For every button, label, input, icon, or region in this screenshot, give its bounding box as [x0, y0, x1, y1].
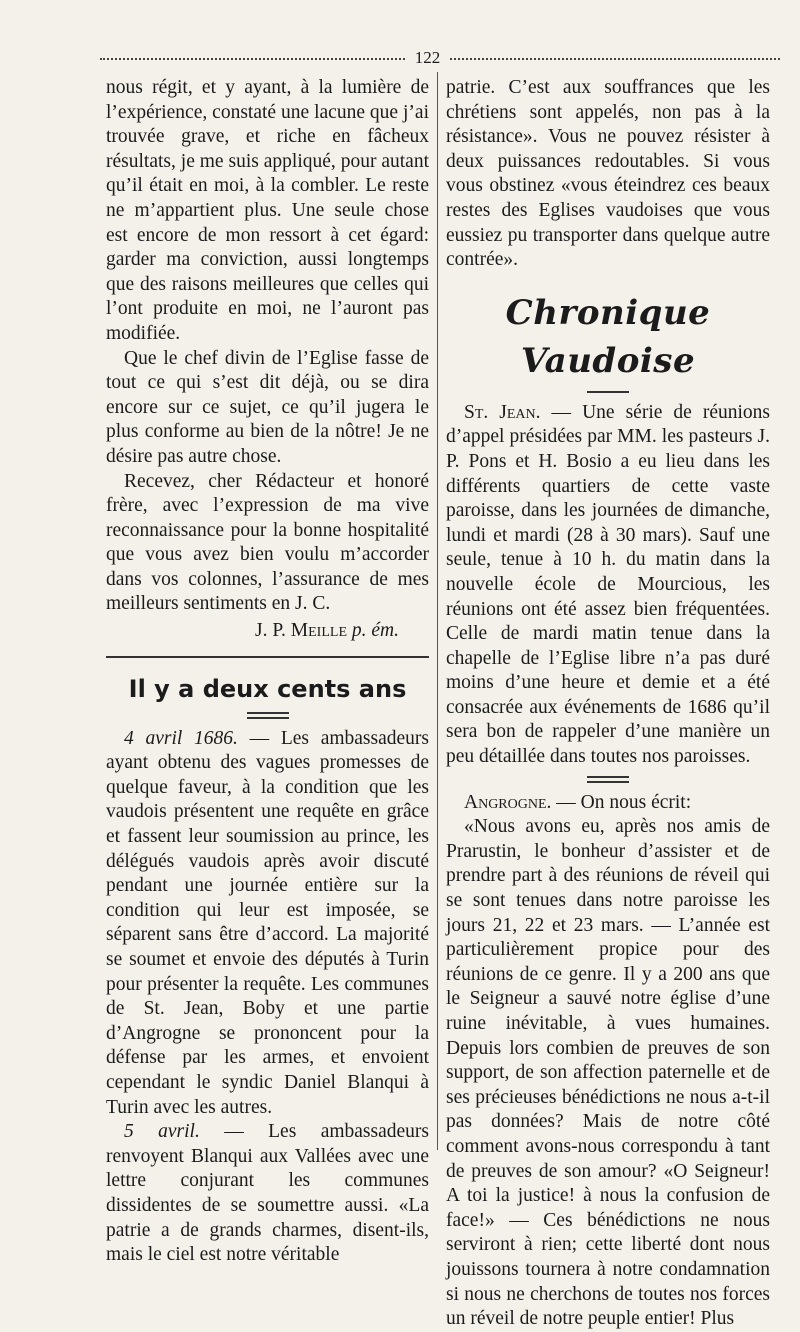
entry-text: — Les ambassadeurs renvoyent Blanqui aux Vallées avec une lettre conjurant les communes dissidentes de se soumettre aussi. «La patrie a de grands charmes, disent-ils, mais le ciel est notre véritable	[106, 1121, 429, 1266]
signature-name: J. P. Meille	[255, 620, 347, 642]
page-number: 122	[414, 48, 441, 67]
section-title-deux-cents-ans: Il y a deux cents ans	[128, 674, 407, 703]
chronicle-quote: «Nous avons eu, après nos amis de Prarustin, le bonheur d’assister et de prendre part à des réunions de réveil qui se sont tenues dans notre paroisse les jours 21, 22 et 23 mars. — L’année est particulièrement propice pour des réunions de ce genre. Il y a 200 ans que le Seigneur a sauvé notre église d’une ruine inévitable, à vues humaines. Depuis lors combien de preuves de son support, de son affection paternelle et de ses précieuses bénédictions ne nous a-t-il pas données? Mais de notre côté comment avons-nous correspondu à tant de preuves de son amour? «O Seigneur! A toi la justice! à nous la confusion de face!» — Ces bénédictions ne nous serviront à rien; cette liberté dont nous jouissons tournera à notre condamnation si nous ne cherchons de toutes nos forces un réveil de notre peuple entier! Plus	[446, 816, 770, 1330]
entry-separator-rule	[587, 776, 629, 783]
page-header	[100, 48, 780, 68]
column-divider	[437, 72, 438, 1150]
entry-place: Angrogne.	[464, 791, 552, 813]
entry-place: St. Jean.	[464, 401, 541, 423]
chronicle-entry	[446, 791, 770, 816]
chronicle-entry	[446, 401, 770, 770]
entry-text: — On nous écrit:	[551, 791, 692, 813]
letter-paragraph: nous régit, et y ayant, à la lumière de l’expérience, constaté une lacune que j’ai trouvée grave, et riche en fâcheux résultats, je me suis appliqué, pour autant qu’il était en moi, à la combler. Le reste ne m’appartient plus. Une seule chose est encore de mon ressort à cet égard: garder ma conviction, aussi longtemps que des raisons meilleures que celles qui l’ont produite en moi, ne l’auront pas modifiée.	[106, 77, 429, 344]
title-ornament-rule	[247, 712, 289, 719]
history-entry	[106, 1120, 429, 1268]
signature-suffix: p. ém.	[347, 620, 399, 642]
continuation-paragraph: patrie. C’est aux souffrances que les chrétiens sont appelés, non pas à la résistance». Vous ne pouvez résister à deux puissances redoutables. Si vous vous obstinez «vous éteindrez ces beaux restes des Eglises vaudoises que vous eussiez pu transporter dans quelque autre contrée».	[446, 77, 770, 271]
entry-text: — Les ambassadeurs ayant obtenu des vagues promesses de quelque faveur, à la condition que les vaudois présentent une requête en grâce et fassent leur soumission au prince, les délégués vaudois après avoir discuté pendant une journée entière sur la condition qui leur est imposée, se séparent sans être d’accord. La majorité se soumet et envoie des députés à Turin pour présenter la requête. Les communes de St. Jean, Boby et une partie d’Angrogne se prononcent pour la défense par les armes, et envoient cependant le syndic Daniel Blanqui à Turin avec les autres.	[106, 727, 429, 1118]
left-column	[106, 76, 429, 1268]
history-entry	[106, 727, 429, 1121]
entry-date: 5 avril.	[124, 1121, 200, 1143]
entry-date: 4 avril 1686.	[124, 727, 238, 749]
letter-paragraph: Recevez, cher Rédacteur et honoré frère, avec l’expression de ma vive reconnaissance pour la bonne hospitalité que vous avez bien voulu m’accorder dans vos colonnes, l’assurance de mes meilleurs sentiments en J. C.	[106, 470, 429, 615]
header-rule-left	[100, 58, 405, 60]
section-rule	[106, 656, 429, 658]
section-title-chronique-vaudoise: Chronique Vaudoise	[505, 292, 711, 381]
title-ornament-rule	[587, 391, 629, 393]
letter-signature	[106, 619, 429, 644]
entry-text: — Une série de réunions d’appel présidées par MM. les pasteurs J. P. Pons et H. Bosio a eu lieu dans les différents quartiers de cette vaste paroisse, dans les journées de dimanche, lundi et mardi (28 à 30 mars). Sauf une seule, tenue à 10 h. du matin dans la nouvelle école de Mourcious, les réunions ont été assez bien fréquentées. Celle de mardi matin tenue dans la chapelle de l’Eglise libre n’a pas duré moins d’une heure et demie et a été consacrée aux événements de 1686 qu’il sera bon de rappeler d’une manière un peu détaillée dans toutes nos paroisses.	[446, 401, 770, 768]
header-rule-right	[450, 58, 780, 60]
letter-paragraph: Que le chef divin de l’Eglise fasse de tout ce qui s’est dit déjà, ou se dira encore sur ce sujet, ce qu’il jugera le plus conforme au bien de la nôtre! Je ne désire pas autre chose.	[106, 347, 429, 467]
right-column	[446, 76, 770, 1332]
